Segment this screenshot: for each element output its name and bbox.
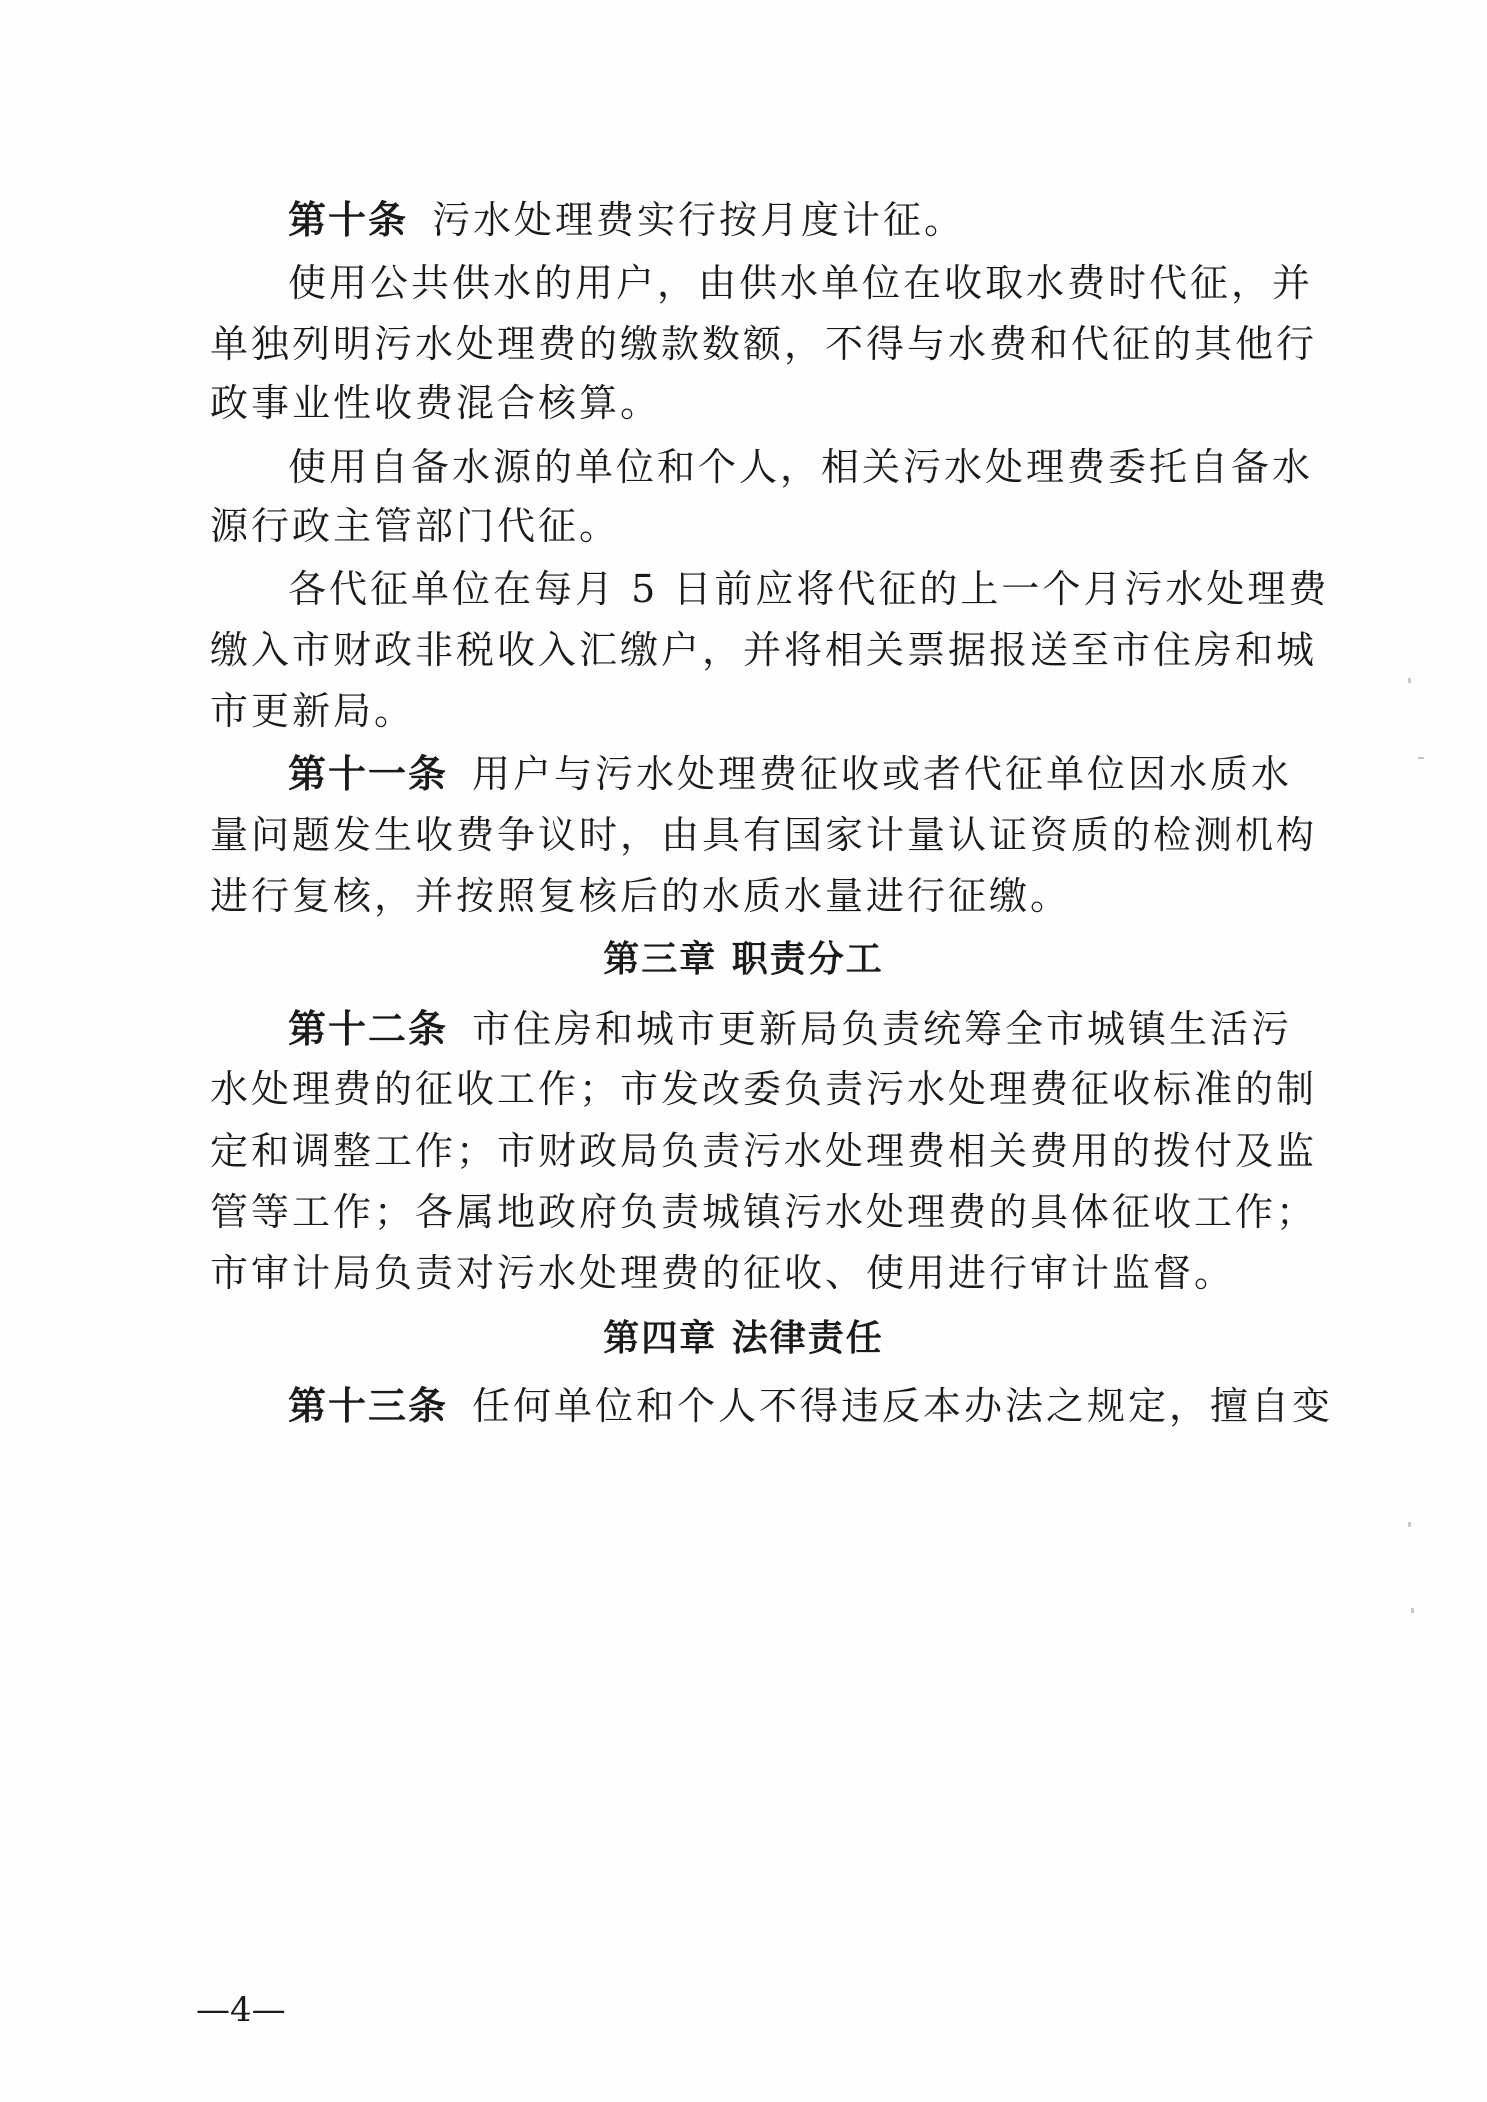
article-13-line-1	[288, 1384, 1334, 1428]
article-12-line-4: 管等工作；各属地政府负责城镇污水处理费的具体征收工作；	[210, 1190, 1318, 1234]
article-10-label: 第十条	[288, 198, 409, 242]
article-12-line-3: 定和调整工作；市财政局负责污水处理费相关费用的拨付及监	[210, 1129, 1318, 1173]
article-10-line-5: 使用自备水源的单位和个人，相关污水处理费委托自备水	[288, 445, 1314, 489]
article-10-line-3: 单独列明污水处理费的缴款数额，不得与水费和代征的其他行	[210, 322, 1318, 366]
article-11-label: 第十一条	[288, 752, 449, 796]
article-10-line-2: 使用公共供水的用户，由供水单位在收取水费时代征，并	[288, 261, 1314, 305]
article-10-line-1	[288, 198, 1300, 242]
chapter-4-heading: 第四章 法律责任	[603, 1318, 884, 1359]
article-11-text-1: 用户与污水处理费征收或者代征单位因水质水	[472, 752, 1293, 796]
article-11-line-3: 进行复核，并按照复核后的水质水量进行征缴。	[210, 874, 1072, 918]
article-13-text-1: 任何单位和个人不得违反本办法之规定，擅自变	[472, 1384, 1334, 1428]
scan-speck	[1411, 1608, 1414, 1613]
article-12-line-5: 市审计局负责对污水处理费的征收、使用进行审计监督。	[210, 1251, 1236, 1295]
page-number: —4—	[196, 1990, 286, 2030]
article-12-line-1	[288, 1007, 1300, 1051]
article-11-line-1	[288, 752, 1300, 796]
article-12-text-1: 市住房和城市更新局负责统筹全市城镇生活污	[472, 1007, 1293, 1051]
article-13-label: 第十三条	[288, 1384, 449, 1428]
article-10-line-6: 源行政主管部门代征。	[210, 504, 621, 548]
article-10-line-4: 政事业性收费混合核算。	[210, 381, 662, 425]
article-10-line-9: 市更新局。	[210, 689, 416, 733]
scan-speck	[1408, 1522, 1411, 1527]
article-10-line-8: 缴入市财政非税收入汇缴户，并将相关票据报送至市住房和城	[210, 628, 1318, 672]
scan-speck	[1408, 678, 1411, 683]
article-12-line-2: 水处理费的征收工作；市发改委负责污水处理费征收标准的制	[210, 1067, 1318, 1111]
article-12-label: 第十二条	[288, 1007, 449, 1051]
chapter-3-heading: 第三章 职责分工	[603, 939, 884, 980]
scan-speck	[1418, 757, 1424, 759]
article-11-line-2: 量问题发生收费争议时，由具有国家计量认证资质的检测机构	[210, 813, 1318, 857]
article-10-line-7: 各代征单位在每月 5 日前应将代征的上一个月污水处理费	[288, 567, 1330, 611]
article-10-text-1: 污水处理费实行按月度计征。	[432, 198, 966, 242]
